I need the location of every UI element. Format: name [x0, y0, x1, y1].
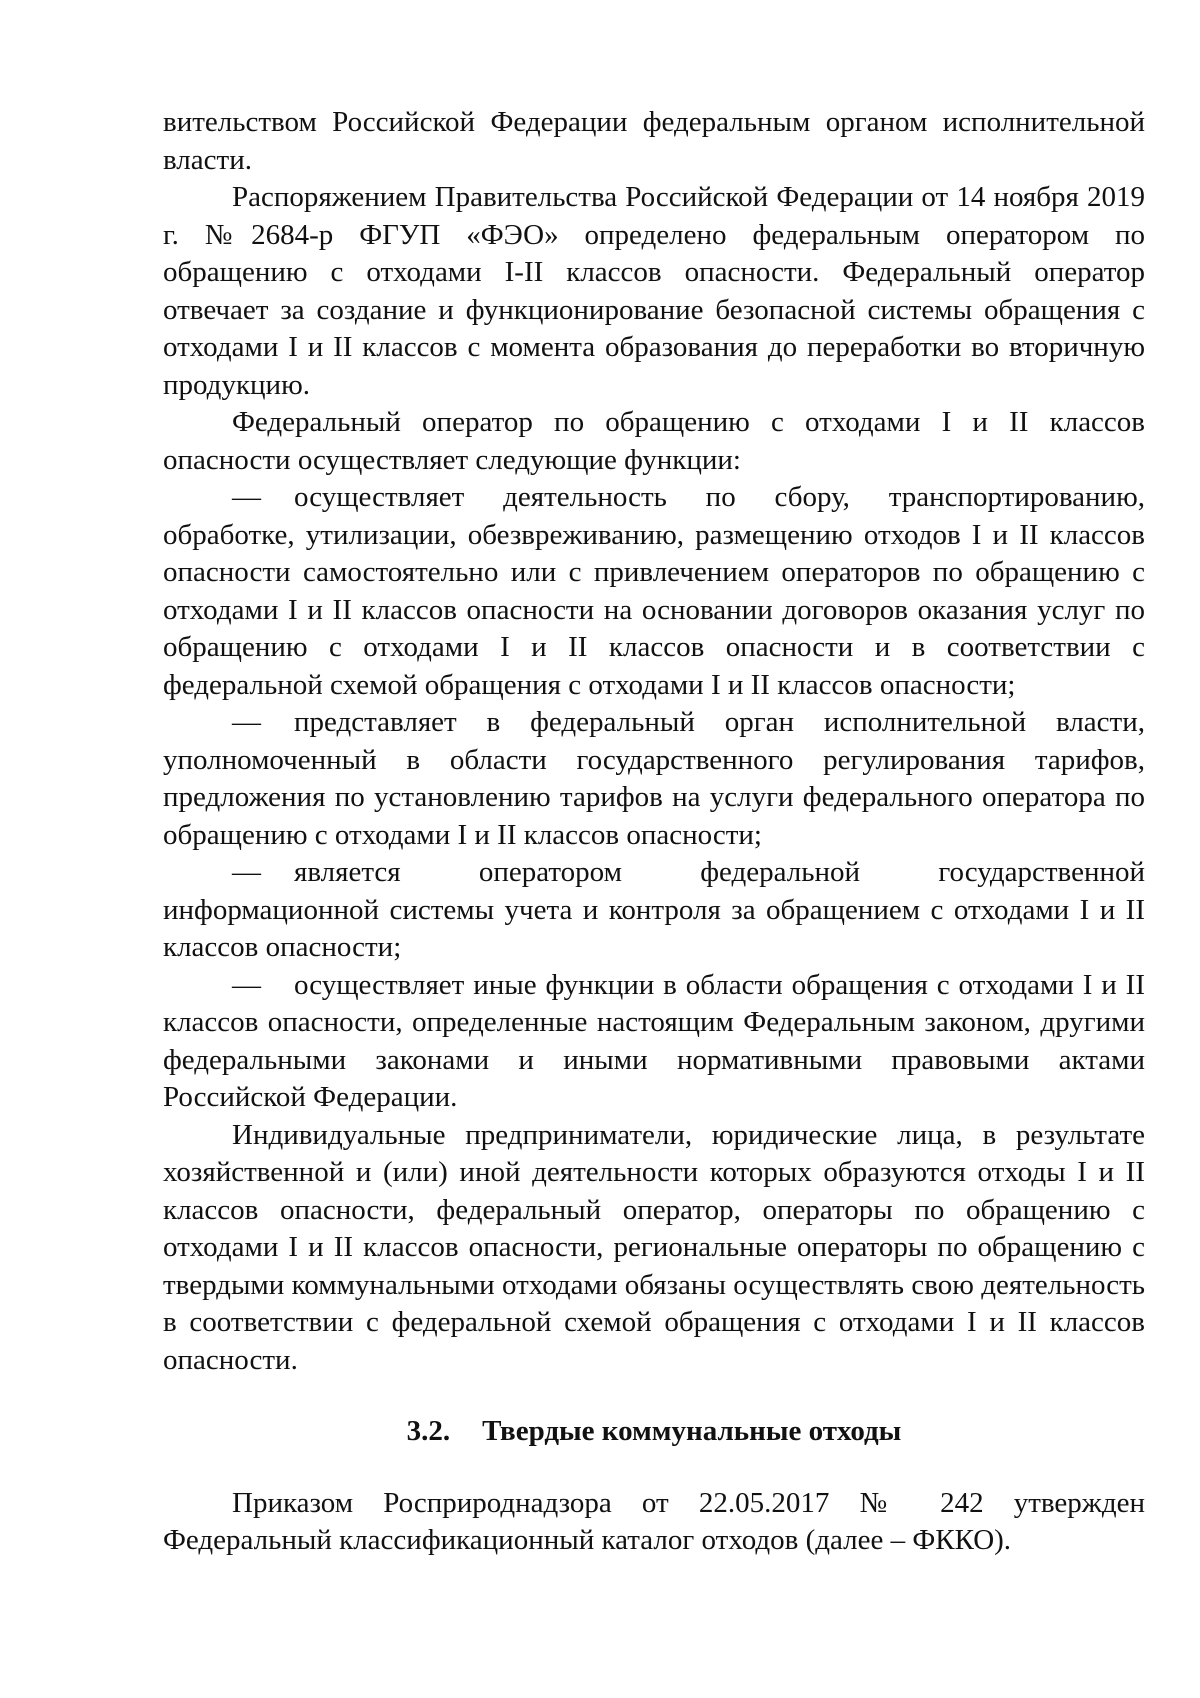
dash-marker: —	[232, 481, 261, 513]
section-heading	[163, 1413, 1145, 1451]
paragraph-obligations: Индивидуальные предприниматели, юридические лица, в результате хозяйственной и (или) иной деятельности которых образуются отходы I и II классов опасности, федеральный оператор, операторы по обращению с отходами I и II классов опасности, региональные операторы по обращению с твердыми коммунальными отходами обязаны осуществлять свою деятельность в соответствии с федеральной схемой обращения с отходами I и II классов опасности.	[163, 1118, 1145, 1376]
paragraph-fkko-order: Приказом Росприроднадзора от 22.05.2017 № 242 утвержден Федеральный классификационный каталог отходов (далее – ФККО).	[163, 1486, 1145, 1556]
bullet-item	[163, 479, 1145, 704]
bullet-text: является оператором федеральной государственной информационной системы учета и контроля за обращением с отходами I и II классов опасности;	[163, 856, 1145, 963]
dash-marker: —	[232, 706, 261, 738]
section-number: 3.2.	[406, 1415, 451, 1447]
dash-marker: —	[232, 856, 261, 888]
bullet-item	[163, 854, 1145, 967]
section-title: Твердые коммунальные отходы	[482, 1415, 902, 1447]
paragraph-continuation: вительством Российской Федерации федеральным органом исполнительной власти.	[163, 106, 1145, 176]
document-page	[163, 104, 1145, 1560]
bullet-text: осуществляет деятельность по сбору, транспортированию, обработке, утилизации, обезвреживанию, размещению отходов I и II классов опасности самостоятельно или с привлечением операторов по обращению с отходами I и II классов опасности на основании договоров оказания услуг по обращению с отходами I и II классов опасности и в соответствии с федеральной схемой обращения с отходами I и II классов опасности;	[163, 481, 1145, 701]
bullet-item	[163, 704, 1145, 854]
paragraph-operator-functions-intro: Федеральный оператор по обращению с отходами I и II классов опасности осуществляет следующие функции:	[163, 406, 1145, 476]
bullet-item	[163, 967, 1145, 1117]
paragraph-order-2684: Распоряжением Правительства Российской Федерации от 14 ноября 2019 г. №2684-р ФГУП «ФЭО» определено федеральным оператором по обращению с отходами I-II классов опасности. Федеральный оператор отвечает за создание и функционирование безопасной системы обращения с отходами I и II классов с момента образования до переработки во вторичную продукцию.	[163, 181, 1145, 401]
dash-marker: —	[232, 968, 261, 1001]
bullet-text: осуществляет иные функции в области обращения с отходами I и II классов опасности, определенные настоящим Федеральным законом, другими федеральными законами и иными нормативными правовыми актами Российской Федерации.	[163, 968, 1145, 1113]
bullet-text: представляет в федеральный орган исполнительной власти, уполномоченный в области государственного регулирования тарифов, предложения по установлению тарифов на услуги федерального оператора по обращению с отходами I и II классов опасности;	[163, 706, 1145, 851]
